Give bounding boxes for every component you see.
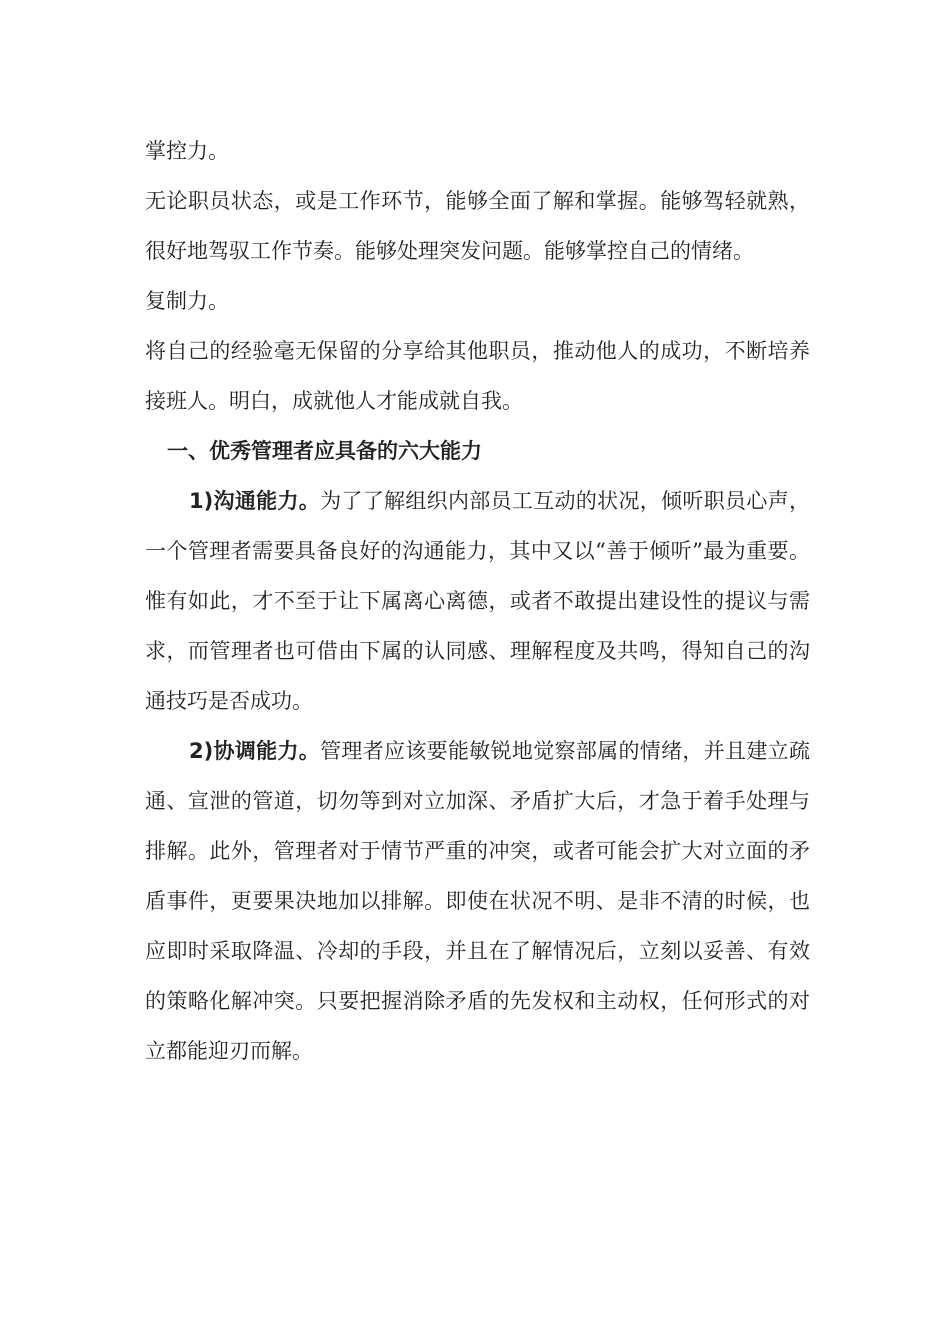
section-heading: 一、优秀管理者应具备的六大能力 (167, 439, 482, 463)
document-body (145, 126, 810, 1076)
paragraph-control: 掌控力。 (145, 139, 229, 163)
item-coordination-body: 管理者应该要能敏锐地觉察部属的情绪，并且建立疏通、宣泄的管道，切勿等到对立加深、矛盾扩大后，才急于着手处理与排解。此外，管理者对于情节严重的冲突，或者可能会扩大对立面的矛盾事件，更要果决地加以排解。即使在状况不明、是非不清的时候，也应即时采取降温、冷却的手段，并且在了解情况后，立刻以妥善、有效的策略化解冲突。只要把握消除矛盾的先发权和主动权，任何形式的对立都能迎刃而解。 (145, 739, 810, 1063)
item-communication (145, 476, 810, 726)
item-coordination (145, 726, 810, 1076)
item-communication-body: 为了了解组织内部员工互动的状况，倾听职员心声，一个管理者需要具备良好的沟通能力，其中又以“善于倾听”最为重要。惟有如此，才不至于让下属离心离德，或者不敢提出建设性的提议与需求，而管理者也可借由下属的认同感、理解程度及共鸣，得知自己的沟通技巧是否成功。 (145, 489, 810, 713)
paragraph-replication-desc: 将自己的经验毫无保留的分享给其他职员，推动他人的成功，不断培养接班人。明白，成就他人才能成就自我。 (145, 339, 810, 413)
paragraph-replication: 复制力。 (145, 289, 229, 313)
item-coordination-lead: 2)协调能力。 (189, 739, 321, 763)
paragraph-control-desc: 无论职员状态，或是工作环节，能够全面了解和掌握。能够驾轻就熟，很好地驾驭工作节奏。能够处理突发问题。能够掌控自己的情绪。 (145, 189, 810, 263)
item-communication-lead: 1)沟通能力。 (189, 489, 321, 513)
